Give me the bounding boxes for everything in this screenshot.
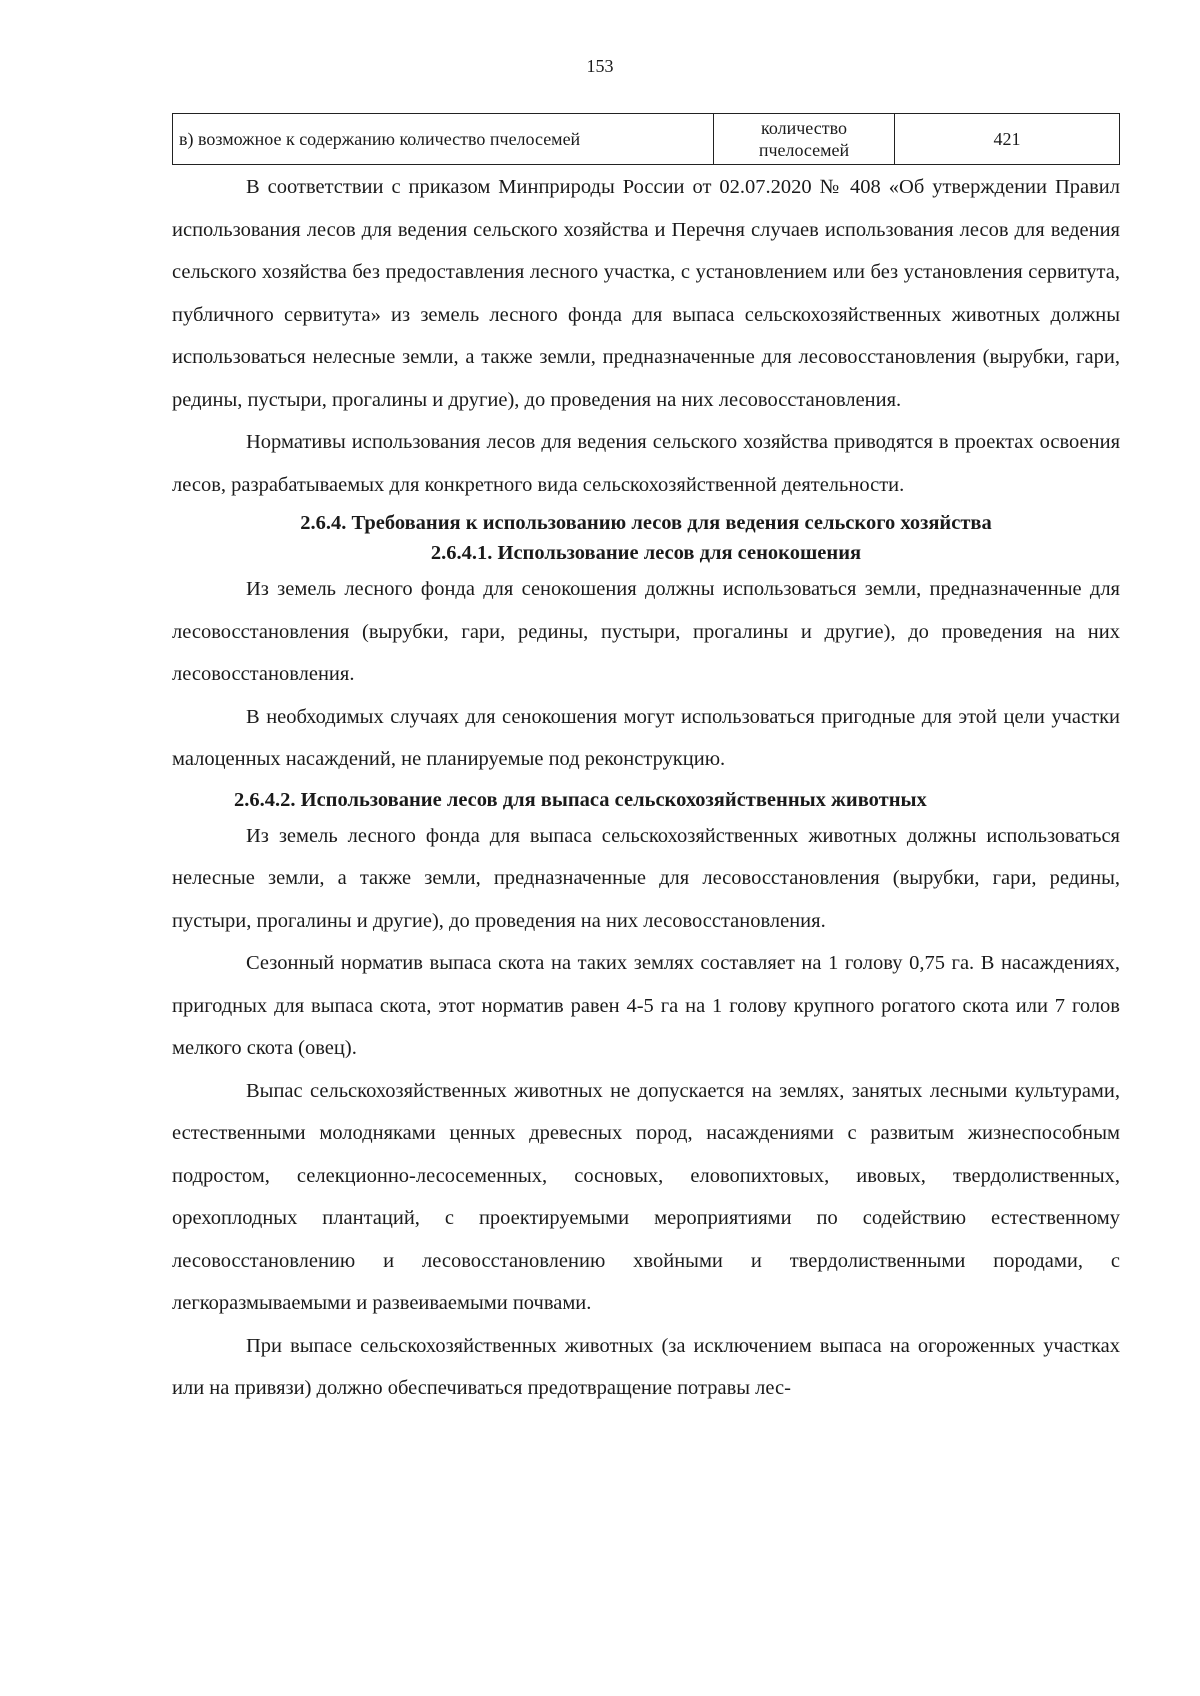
table-cell-description: в) возможное к содержанию количество пчелосемей (173, 114, 714, 165)
paragraph-haymaking-cases: В необходимых случаях для сенокошения могут использоваться пригодные для этой цели участки малоценных насаждений, не планируемые под реконструкцию. (172, 705, 1120, 770)
table-cell-value: 421 (895, 114, 1120, 165)
continuation-table (172, 113, 1120, 165)
paragraph-order-408: В соответствии с приказом Минприроды России от 02.07.2020 № 408 «Об утверждении Правил использования лесов для ведения сельского хозяйства и Перечня случаев использования лесов для ведения сельского хозяйства без предоставления лесного участка, с установлением или без установления сервитута, публичного сервитута» из земель лесного фонда для выпаса сельскохозяйственных животных должны использоваться нелесные земли, а также земли, предназначенные для лесовосстановления (вырубки, гари, редины, пустыри, прогалины и другие), до проведения на них лесовосстановления. (172, 176, 1120, 411)
section-heading-2-6-4: 2.6.4. Требования к использованию лесов для ведения сельского хозяйства (300, 512, 992, 534)
paragraph-haymaking-lands: Из земель лесного фонда для сенокошения должны использоваться земли, предназначенные для лесовосстановления (вырубки, гари, редины, пустыри, прогалины и другие), до проведения на них лесовосстановления. (172, 578, 1120, 685)
section-heading-2-6-4-1: 2.6.4.1. Использование лесов для сенокошения (430, 542, 862, 564)
paragraph-grazing-lands: Из земель лесного фонда для выпаса сельскохозяйственных животных должны использоваться нелесные земли, а также земли, предназначенные для лесовосстановления (вырубки, гари, редины, пустыри, прогалины и другие), до проведения на них лесовосстановления. (172, 824, 1120, 932)
paragraph-norms: Нормативы использования лесов для ведения сельского хозяйства приводятся в проектах освоения лесов, разрабатываемых для конкретного вида сельскохозяйственной деятельности. (172, 431, 1120, 496)
paragraph-grazing-prohibited: Выпас сельскохозяйственных животных не допускается на землях, занятых лесными культурами, естественными молодняками ценных древесных пород, насаждениями с развитым жизнеспособным подростом, селекционно-лесосеменных, сосновых, еловопихтовых, ивовых, твердолиственных, орехоплодных плантаций, с проектируемыми мероприятиями по содействию естественному лесовосстановлению и лесовосстановлению хвойными и твердолиственными породами, с легкоразмываемыми и развеиваемыми почвами. (172, 1079, 1120, 1314)
table-row (173, 114, 1120, 165)
document-body (172, 166, 1120, 1410)
section-heading-2-6-4-2: 2.6.4.2. Использование лесов для выпаса сельскохозяйственных животных (234, 788, 927, 811)
table-cell-unit: количество пчелосемей (714, 114, 895, 165)
page-number: 153 (586, 56, 614, 76)
paragraph-grazing-prevention: При выпасе сельскохозяйственных животных (за исключением выпаса на огороженных участках или на привязи) должно обеспечиваться предотвращение потравы лес- (172, 1334, 1120, 1399)
paragraph-grazing-norm: Сезонный норматив выпаса скота на таких землях составляет на 1 голову 0,75 га. В насаждениях, пригодных для выпаса скота, этот норматив равен 4-5 га на 1 голову крупного рогатого скота или 7 голов мелкого скота (овец). (172, 952, 1120, 1059)
